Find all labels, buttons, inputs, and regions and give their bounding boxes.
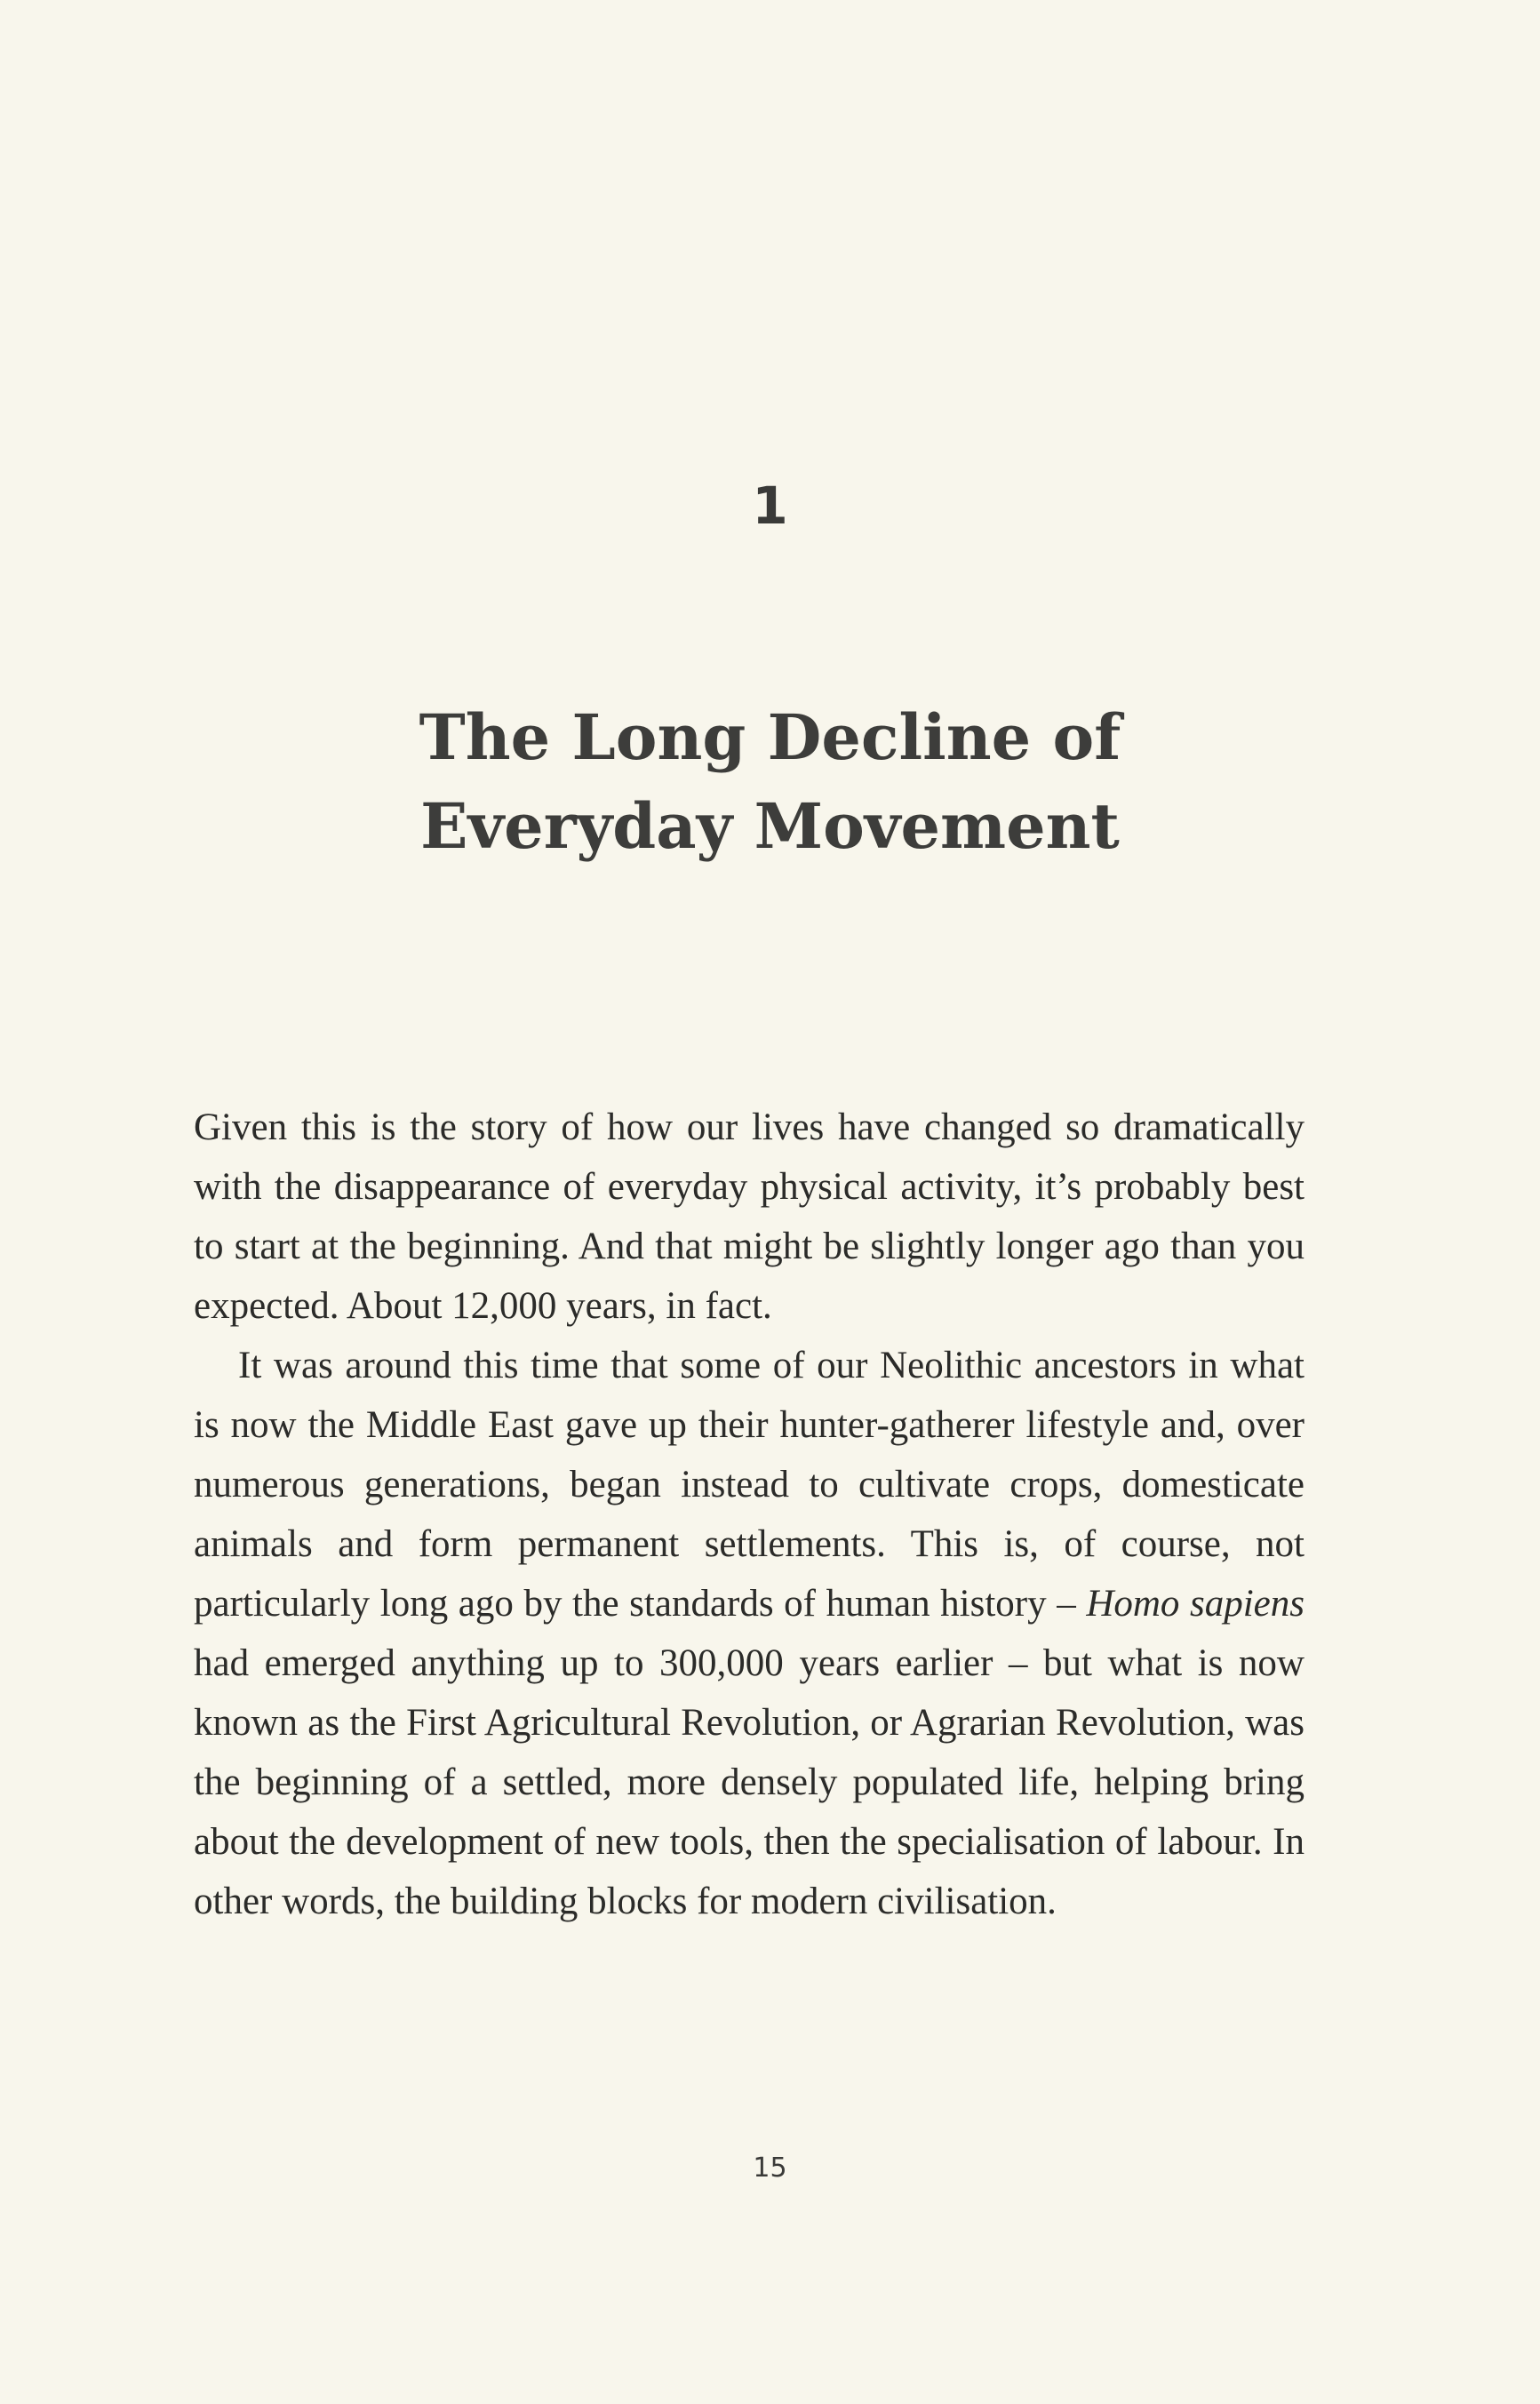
chapter-title-line-2: Everyday Movement	[420, 789, 1120, 863]
paragraph-2	[194, 1336, 1305, 1931]
chapter-title	[0, 693, 1540, 871]
paragraph-2-text-a: It was around this time that some of our Neolithic ancestors in what is now the Middle East gave up their hunter-gatherer lifestyle and, over numerous generations, began instead to cultivate crops, domesticate animals and form permanent settlements. This is, of course, not particularly long ago by the standards of human history –	[194, 1345, 1305, 1625]
body-text	[194, 1098, 1305, 1931]
paragraph-2-text-b: had emerged anything up to 300,000 years earlier – but what is now known as the First Agricultural Revolution, or Agrarian Revolution, was the beginning of a settled, more densely populated life, helping bring about the development of new tools, then the specialisation of labour. In other words, the building blocks for modern civilisation.	[194, 1642, 1305, 1922]
page-number: 15	[753, 2152, 787, 2184]
chapter-title-line-1: The Long Decline of	[419, 700, 1121, 774]
paragraph-2-italic: Homo sapiens	[1086, 1583, 1305, 1625]
chapter-number: 1	[752, 475, 788, 536]
paragraph-1: Given this is the story of how our lives have changed so dramatically with the disappearance of everyday physical activity, it’s probably best to start at the beginning. And that might be slightly longer ago than you expected. About 12,000 years, in fact.	[194, 1106, 1305, 1327]
